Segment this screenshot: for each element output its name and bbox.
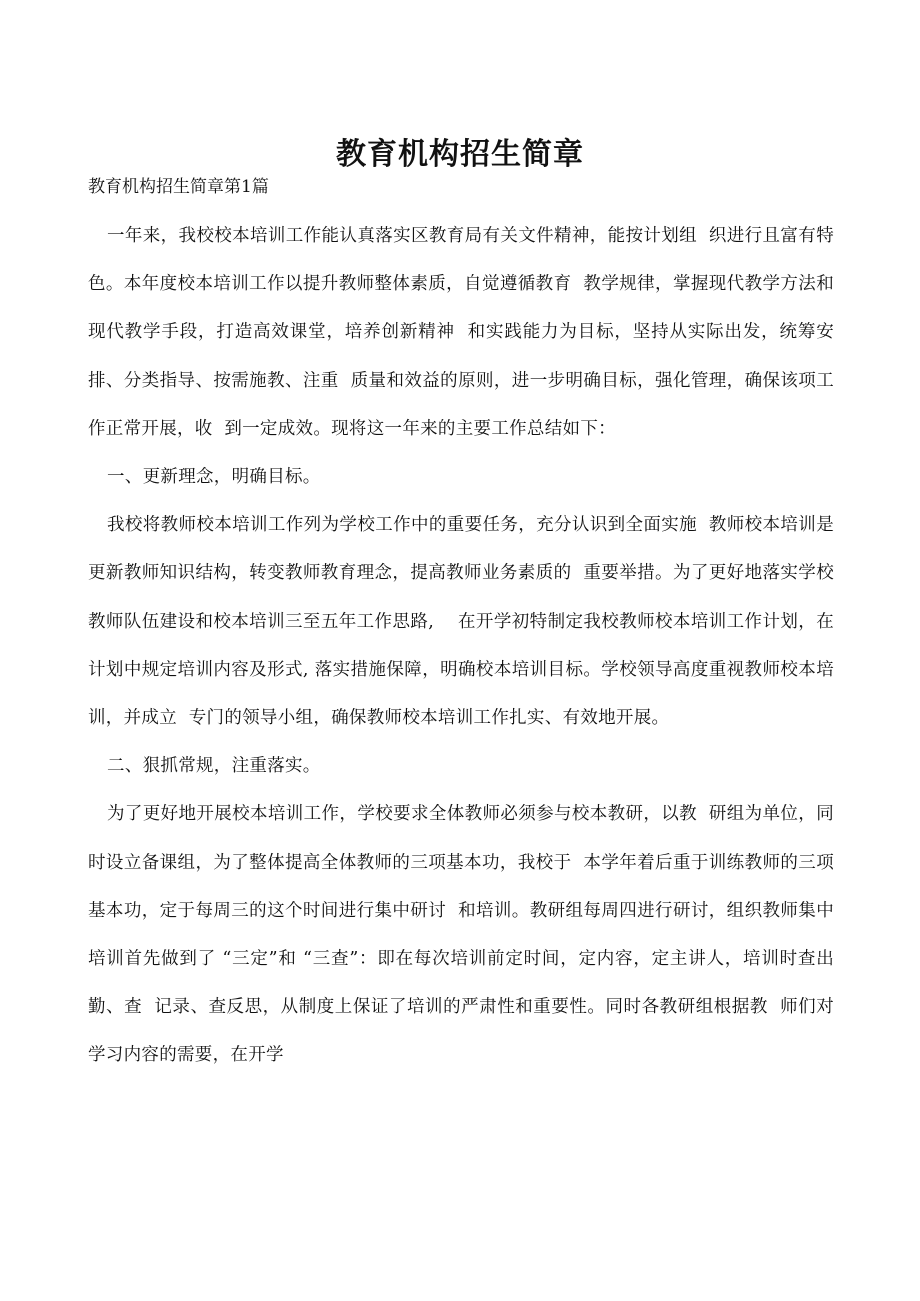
section-heading-1: 一、更新理念，明确目标。 (107, 467, 321, 488)
section-2-paragraph: 为了更好地开展校本培训工作，学校要求全体教师必须参与校本教研，以教 研组为单位，同时设立备课组，为了整体提高全体教师的三项基本功，我校于 本学年着后重于训练教师的三项基本功，定于每周三的这个时间进行集中研讨 和培训。教研组每周四进行研讨，组织教师集中培训首先做到了 “三定”和 “三查”：即在每次培训前定时间，定内容，定主讲人，培训时查出勤、查 记录、查反思，从制度上保证了培训的严肃性和重要性。同时各教研组根据教 师们对学习内容的需要，在开学 (88, 804, 834, 1066)
intro-paragraph: 一年来，我校校本培训工作能认真落实区教育局有关文件精神，能按计划组 织进行且富有特色。本年度校本培训工作以提升教师整体素质，自觉遵循教育 教学规律，掌握现代教学方法和现代教学手段，打造高效课堂，培养创新精神 和实践能力为目标，坚持从实际出发，统筹安排、分类指导、按需施教、注重 质量和效益的原则，进一步明确目标，强化管理，确保该项工作正常开展，收 到一定成效。现将这一年来的主要工作总结如下： (88, 226, 834, 439)
section-heading-2: 二、狠抓常规，注重落实。 (107, 756, 321, 777)
document-subtitle: 教育机构招生简章第1篇 (88, 177, 269, 197)
section-1-paragraph: 我校将教师校本培训工作列为学校工作中的重要任务，充分认识到全面实施 教师校本培训是更新教师知识结构，转变教师教育理念，提高教师业务素质的 重要举措。为了更好地落实学校教师队伍建设和校本培训三至五年工作思路, 在开学初特制定我校教师校本培训工作计划，在计划中规定培训内容及形式, 落实措施保障，明确校本培训目标。学校领导高度重视教师校本培训，并成立 专门的领导小组，确保教师校本培训工作扎实、有效地开展。 (88, 515, 834, 729)
document-body (88, 212, 834, 1080)
document-title: 教育机构招生简章 (336, 137, 584, 173)
